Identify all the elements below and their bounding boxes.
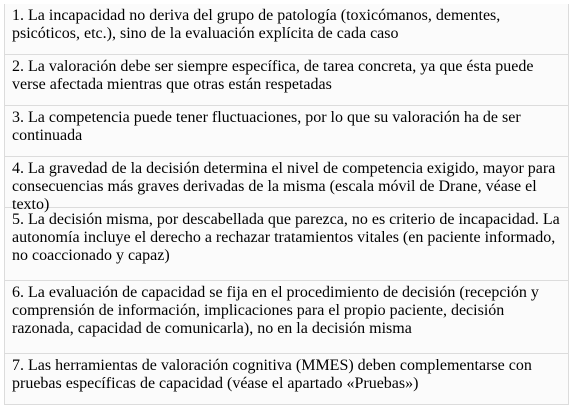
table-row: 3. La competencia puede tener fluctuaciones, por lo que su valoración ha de ser continuada bbox=[5, 105, 568, 156]
table-row: 7. Las herramientas de valoración cognitiva (MMES) deben complementarse con pruebas específicas de capacidad (véase el apartado «Pruebas») bbox=[5, 353, 568, 404]
principles-table bbox=[4, 4, 569, 405]
table-row: 6. La evaluación de capacidad se fija en el procedimiento de decisión (recepción y comprensión de información, implicaciones para el propio paciente, decisión razonada, capacidad de comunicarla), no en la decisión misma bbox=[5, 280, 568, 353]
table-row: 1. La incapacidad no deriva del grupo de patología (toxicómanos, dementes, psicóticos, etc.), sino de la evaluación explícita de cada caso bbox=[5, 4, 568, 54]
table-row: 5. La decisión misma, por descabellada que parezca, no es criterio de incapacidad. La autonomía incluye el derecho a rechazar tratamientos vitales (en paciente informado, no coaccionado y capaz) bbox=[5, 207, 568, 280]
table-row: 2. La valoración debe ser siempre específica, de tarea concreta, ya que ésta puede verse afectada mientras que otras están respetadas bbox=[5, 54, 568, 105]
table-row: 4. La gravedad de la decisión determina el nivel de competencia exigido, mayor para consecuencias más graves derivadas de la misma (escala móvil de Drane, véase el texto) bbox=[5, 156, 568, 207]
